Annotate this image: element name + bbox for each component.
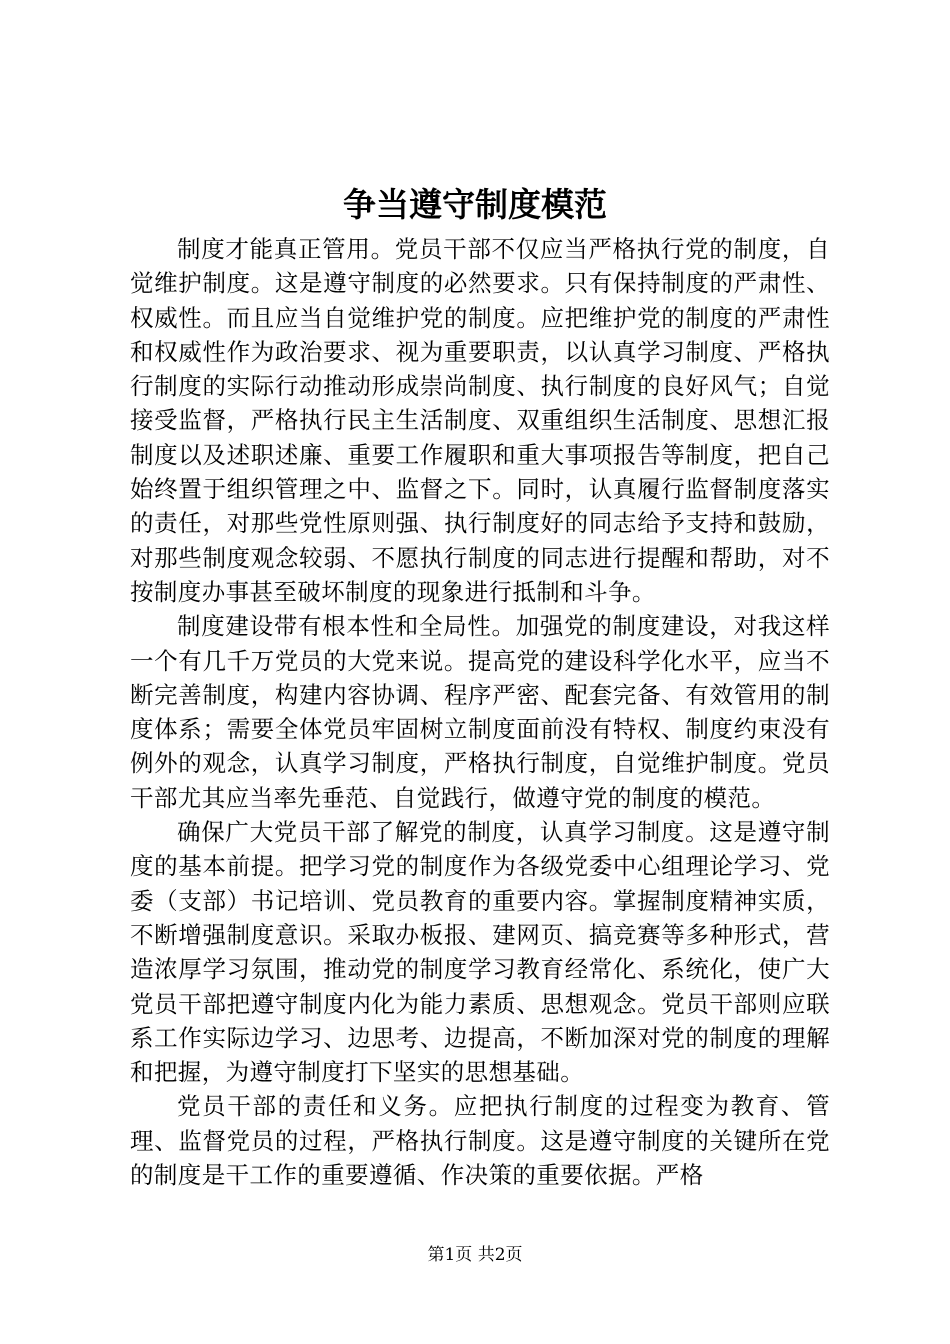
paragraph-4: 党员干部的责任和义务。应把执行制度的过程变为教育、管理、监督党员的过程，严格执行制度。这是遵守制度的关键所在党的制度是干工作的重要遵循、作决策的重要依据。严格 [130,1092,830,1190]
paragraph-3: 确保广大党员干部了解党的制度，认真学习制度。这是遵守制度的基本前提。把学习党的制度作为各级党委中心组理论学习、党委（支部）书记培训、党员教育的重要内容。掌握制度精神实质，不断增强制度意识。采取办板报、建网页、搞竞赛等多种形式，营造浓厚学习氛围，推动党的制度学习教育经常化、系统化，使广大党员干部把遵守制度内化为能力素质、思想观念。党员干部则应联系工作实际边学习、边思考、边提高，不断加深对党的制度的理解和把握，为遵守制度打下坚实的思想基础。 [130,818,830,1087]
paragraph-1: 制度才能真正管用。党员干部不仅应当严格执行党的制度，自觉维护制度。这是遵守制度的必然要求。只有保持制度的严肃性、权威性。而且应当自觉维护党的制度。应把维护党的制度的严肃性和权威性作为政治要求、视为重要职责，以认真学习制度、严格执行制度的实际行动推动形成崇尚制度、执行制度的良好风气；自觉接受监督，严格执行民主生活制度、双重组织生活制度、思想汇报制度以及述职述廉、重要工作履职和重大事项报告等制度，把自己始终置于组织管理之中、监督之下。同时，认真履行监督制度落实的责任，对那些党性原则强、执行制度好的同志给予支持和鼓励，对那些制度观念较弱、不愿执行制度的同志进行提醒和帮助，对不按制度办事甚至破坏制度的现象进行抵制和斗争。 [130,235,830,606]
paragraph-2: 制度建设带有根本性和全局性。加强党的制度建设，对我这样一个有几千万党员的大党来说。提高党的建设科学化水平，应当不断完善制度，构建内容协调、程序严密、配套完备、有效管用的制度体系；需要全体党员牢固树立制度面前没有特权、制度约束没有例外的观念，认真学习制度，严格执行制度，自觉维护制度。党员干部尤其应当率先垂范、自觉践行，做遵守党的制度的模范。 [130,612,830,812]
document-body [130,232,830,1192]
page-footer: 第1页 共2页 [427,1245,523,1265]
page-title: 争当遵守制度模范 [343,185,607,224]
